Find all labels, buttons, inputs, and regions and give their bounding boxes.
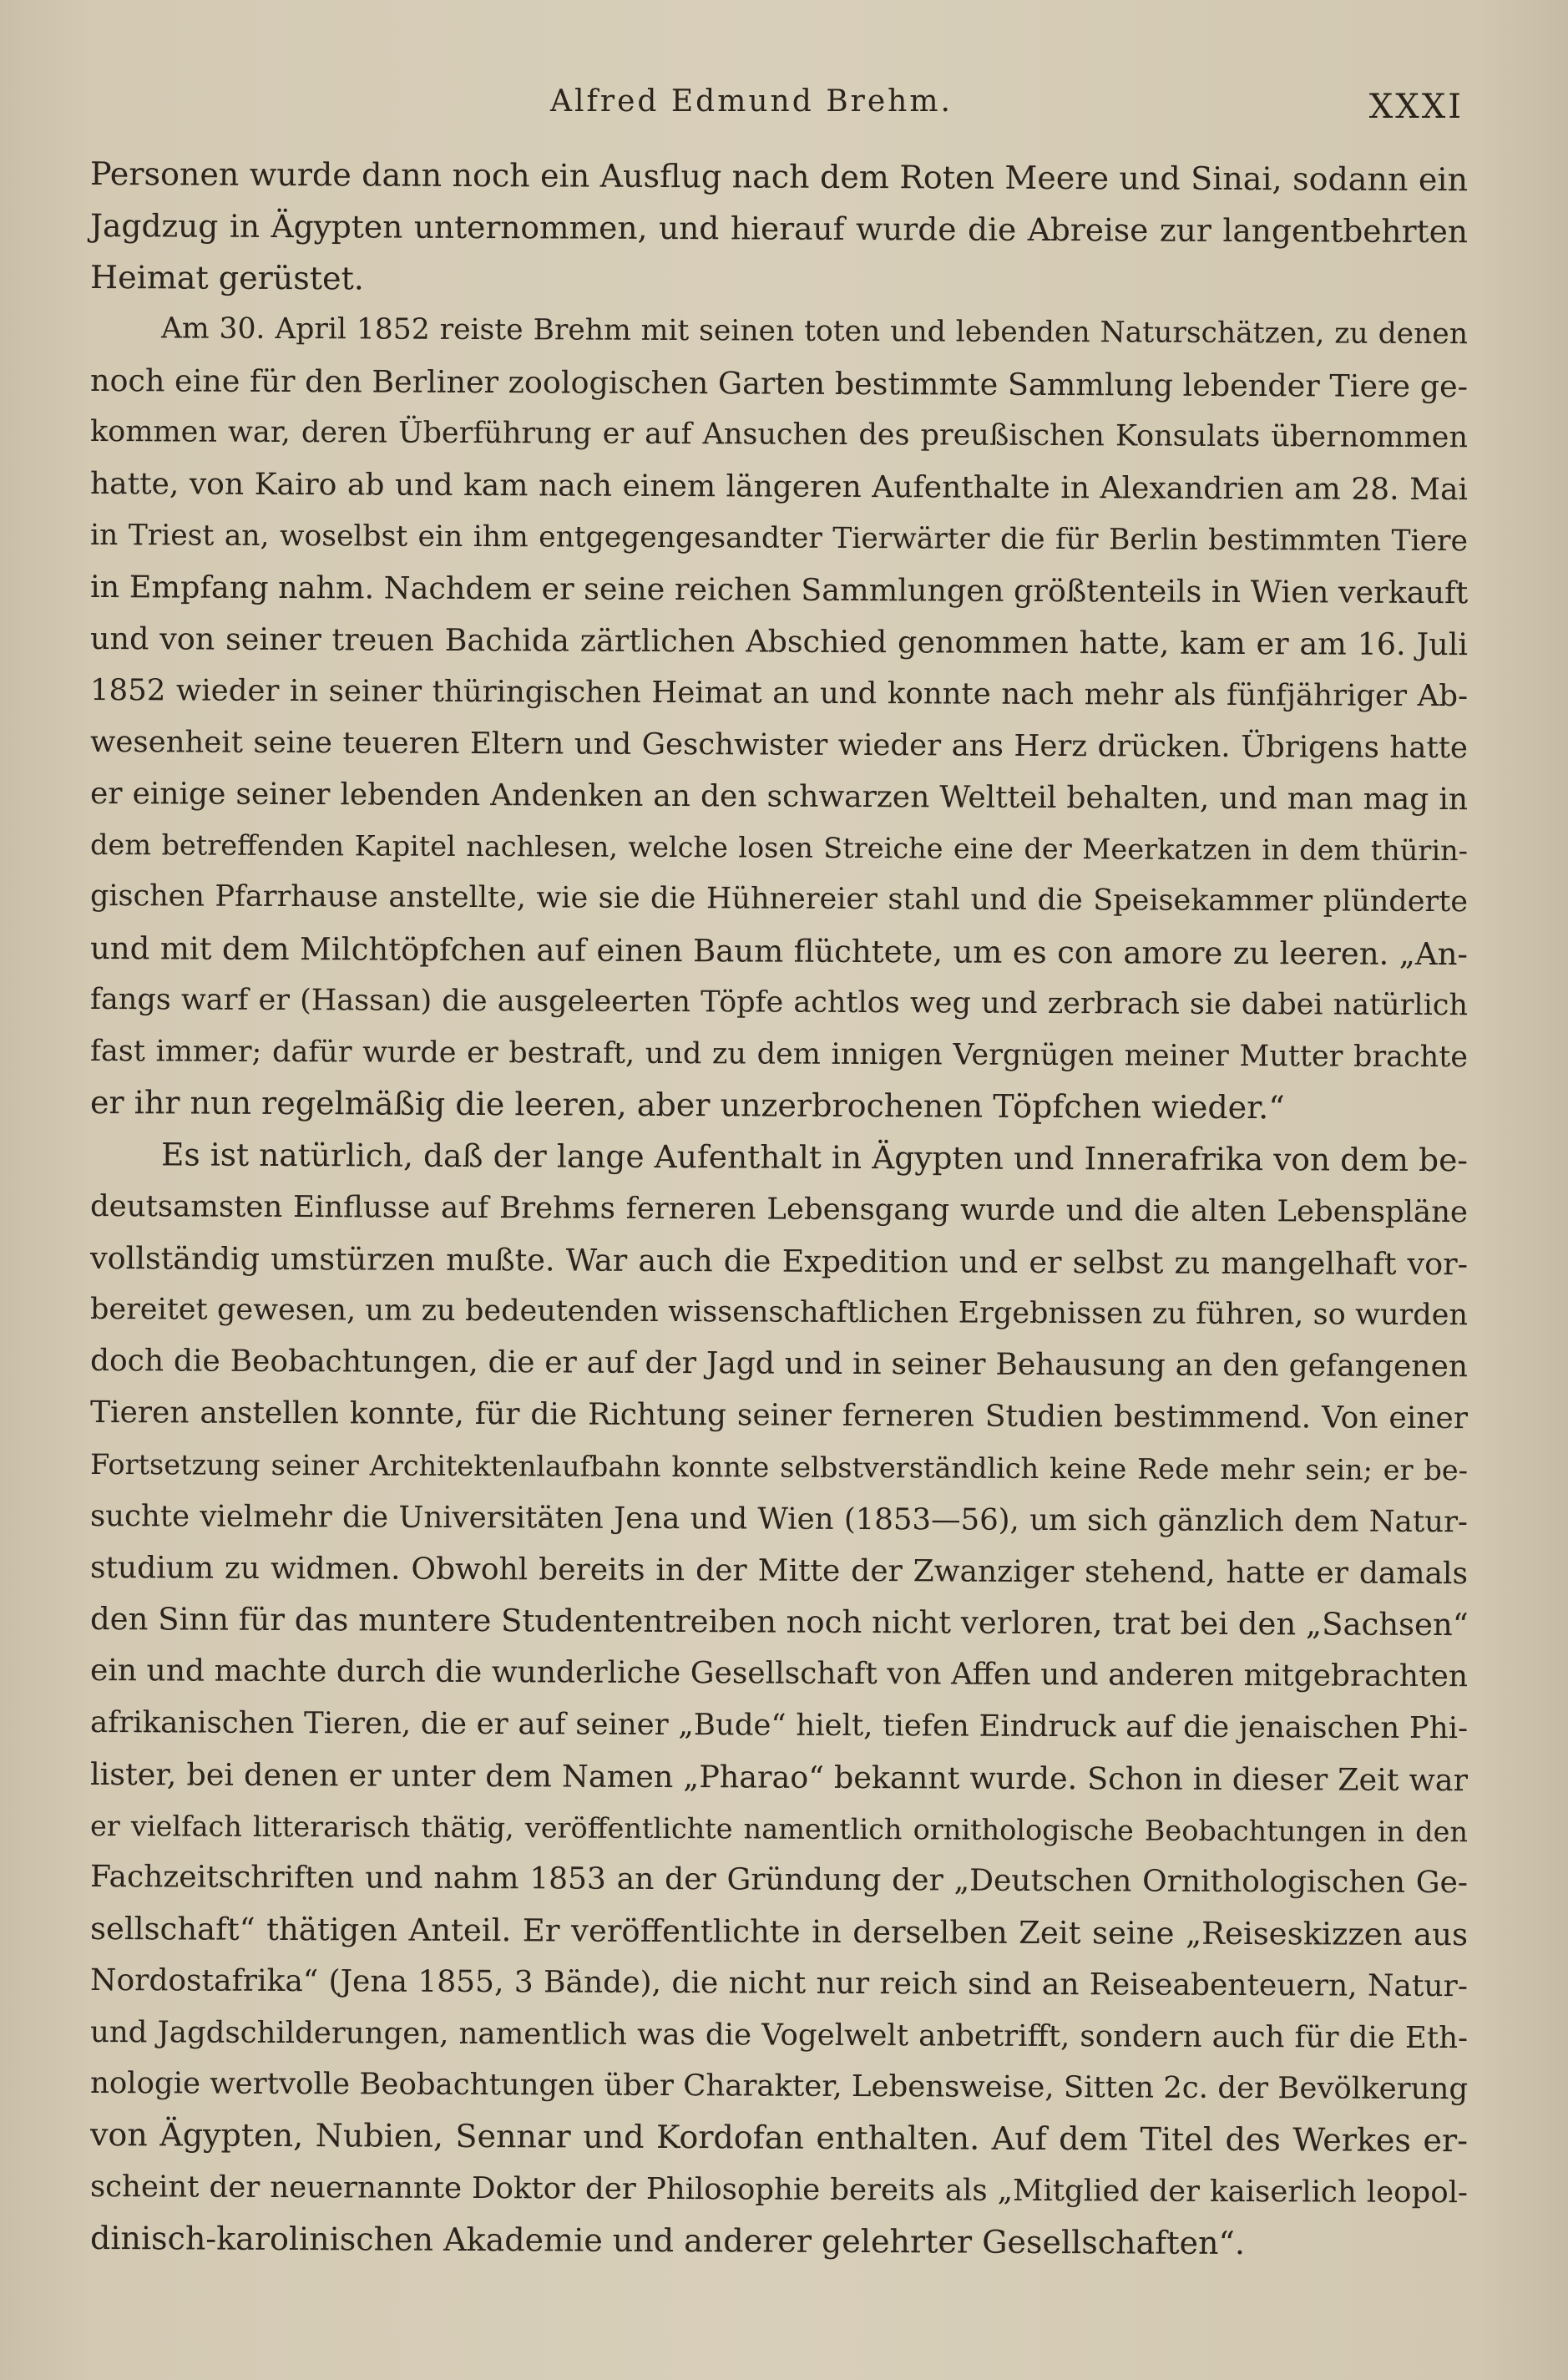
text-line: lister, bei denen er unter dem Namen „Pharao“ bekannt wurde. Schon in dieser Zeit war <box>89 1755 1469 1798</box>
page-header <box>0 79 1568 138</box>
text-line: Fortsetzung seiner Architektenlaufbahn konnte selbstverständlich keine Rede mehr sein; er be- <box>89 1447 1469 1487</box>
text-line: afrikanischen Tieren, die er auf seiner „Bude“ hielt, tiefen Eindruck auf die jenaischen Phi- <box>89 1704 1469 1746</box>
text-line: doch die Beobachtungen, die er auf der Jagd und in seiner Behausung an den gefangenen <box>89 1344 1469 1385</box>
text-line: kommen war, deren Überführung er auf Ansuchen des preußischen Konsulats übernommen <box>89 414 1469 455</box>
paragraph-first-line: Es ist natürlich, daß der lange Aufenthalt in Ägypten und Innerafrika von dem be- <box>160 1136 1469 1179</box>
text-line: Tieren anstellen konnte, für die Richtung seiner ferneren Studien bestimmend. Von einer <box>89 1395 1469 1436</box>
page-number: XXXI <box>1368 88 1464 126</box>
text-line: Personen wurde dann noch ein Ausflug nach dem Roten Meere und Sinai, sodann ein <box>89 155 1469 199</box>
text-line: wesenheit seine teueren Eltern und Geschwister wieder ans Herz drücken. Übrigens hatte <box>89 724 1469 765</box>
text-line: Jagdzug in Ägypten unternommen, und hierauf wurde die Abreise zur langentbehrten <box>89 206 1469 250</box>
text-line: er vielfach litterarisch thätig, veröffentlichte namentlich ornithologische Beobachtungen in den <box>89 1809 1469 1848</box>
text-line: Heimat gerüstet. <box>89 258 364 297</box>
text-line: deutsamsten Einflusse auf Brehms ferneren Lebensgang wurde und die alten Lebenspläne <box>89 1188 1469 1230</box>
text-line: in Empfang nahm. Nachdem er seine reichen Sammlungen größtenteils in Wien verkauft <box>89 569 1469 611</box>
text-line: in Triest an, woselbst ein ihm entgegengesandter Tierwärter die für Berlin bestimmten Tiere <box>89 518 1469 558</box>
text-line: und mit dem Milchtöpfchen auf einen Baum flüchtete, um es con amore zu leeren. „An- <box>89 929 1469 973</box>
text-line: von Ägypten, Nubien, Sennar und Kordofan enthalten. Auf dem Titel des Werkes er- <box>89 2116 1469 2160</box>
text-line: und von seiner treuen Bachida zärtlichen Abschied genommen hatte, kam er am 16. Juli <box>89 620 1469 663</box>
text-line: 1852 wieder in seiner thüringischen Heimat an und konnte nach mehr als fünfjähriger Ab- <box>89 672 1469 714</box>
text-line: dinisch-karolinischen Akademie und anderer gelehrter Gesellschaften“. <box>89 2219 1246 2261</box>
text-line: fast immer; dafür wurde er bestraft, und zu dem innigen Vergnügen meiner Mutter brachte <box>89 1034 1469 1074</box>
text-line: suchte vielmehr die Universitäten Jena und Wien (1853—56), um sich gänzlich dem Natur- <box>89 1498 1469 1539</box>
text-line: studium zu widmen. Obwohl bereits in der Mitte der Zwanziger stehend, hatte er damals <box>89 1550 1469 1591</box>
text-line: noch eine für den Berliner zoologischen Garten bestimmte Sammlung lebender Tiere ge- <box>89 362 1469 405</box>
text-line: Fachzeitschriften und nahm 1853 an der Gründung der „Deutschen Ornithologischen Ge- <box>89 1860 1469 1901</box>
text-line: scheint der neuernannte Doktor der Philosophie bereits als „Mitglied der kaiserlich leopol- <box>89 2170 1469 2210</box>
text-line: gischen Pfarrhause anstellte, wie sie die Hühnereier stahl und die Speisekammer plünderte <box>89 879 1469 919</box>
running-title: Alfred Edmund Brehm. <box>550 84 953 119</box>
text-line: nologie wertvolle Beobachtungen über Charakter, Lebensweise, Sitten 2c. der Bevölkerung <box>89 2066 1469 2107</box>
text-line: bereitet gewesen, um zu bedeutenden wissenschaftlichen Ergebnissen zu führen, so wurden <box>89 1292 1469 1332</box>
text-line: er einige seiner lebenden Andenken an den schwarzen Weltteil behalten, und man mag in <box>89 776 1469 817</box>
text-line: dem betreffenden Kapitel nachlesen, welche losen Streiche eine der Meerkatzen in dem thürin- <box>89 828 1469 868</box>
text-line: sellschaft“ thätigen Anteil. Er veröffentlichte in derselben Zeit seine „Reiseskizzen aus <box>89 1911 1469 1953</box>
text-line: vollständig umstürzen mußte. War auch die Expedition und er selbst zu mangelhaft vor- <box>89 1239 1469 1282</box>
paragraph-first-line: Am 30. April 1852 reiste Brehm mit seinen toten und lebenden Naturschätzen, zu denen <box>160 311 1469 352</box>
text-line: Nordostafrika“ (Jena 1855, 3 Bände), die nicht nur reich sind an Reiseabenteuern, Natur- <box>89 1962 1469 2004</box>
text-line: ein und machte durch die wunderliche Gesellschaft von Affen und anderen mitgebrachten <box>89 1653 1469 1694</box>
text-line: und Jagdschilderungen, namentlich was die Vogelwelt anbetrifft, sondern auch für die Eth- <box>89 2014 1469 2055</box>
text-line: er ihr nun regelmäßig die leeren, aber unzerbrochenen Töpfchen wieder.“ <box>89 1084 1285 1127</box>
text-line: hatte, von Kairo ab und kam nach einem längeren Aufenthalte in Alexandrien am 28. Mai <box>89 466 1469 507</box>
text-line: den Sinn für das muntere Studententreiben noch nicht verloren, trat bei den „Sachsen“ <box>89 1601 1469 1643</box>
body-text <box>90 149 1468 2265</box>
text-line: fangs warf er (Hassan) die ausgeleerten Töpfe achtlos weg und zerbrach sie dabei natürlich <box>89 982 1469 1022</box>
